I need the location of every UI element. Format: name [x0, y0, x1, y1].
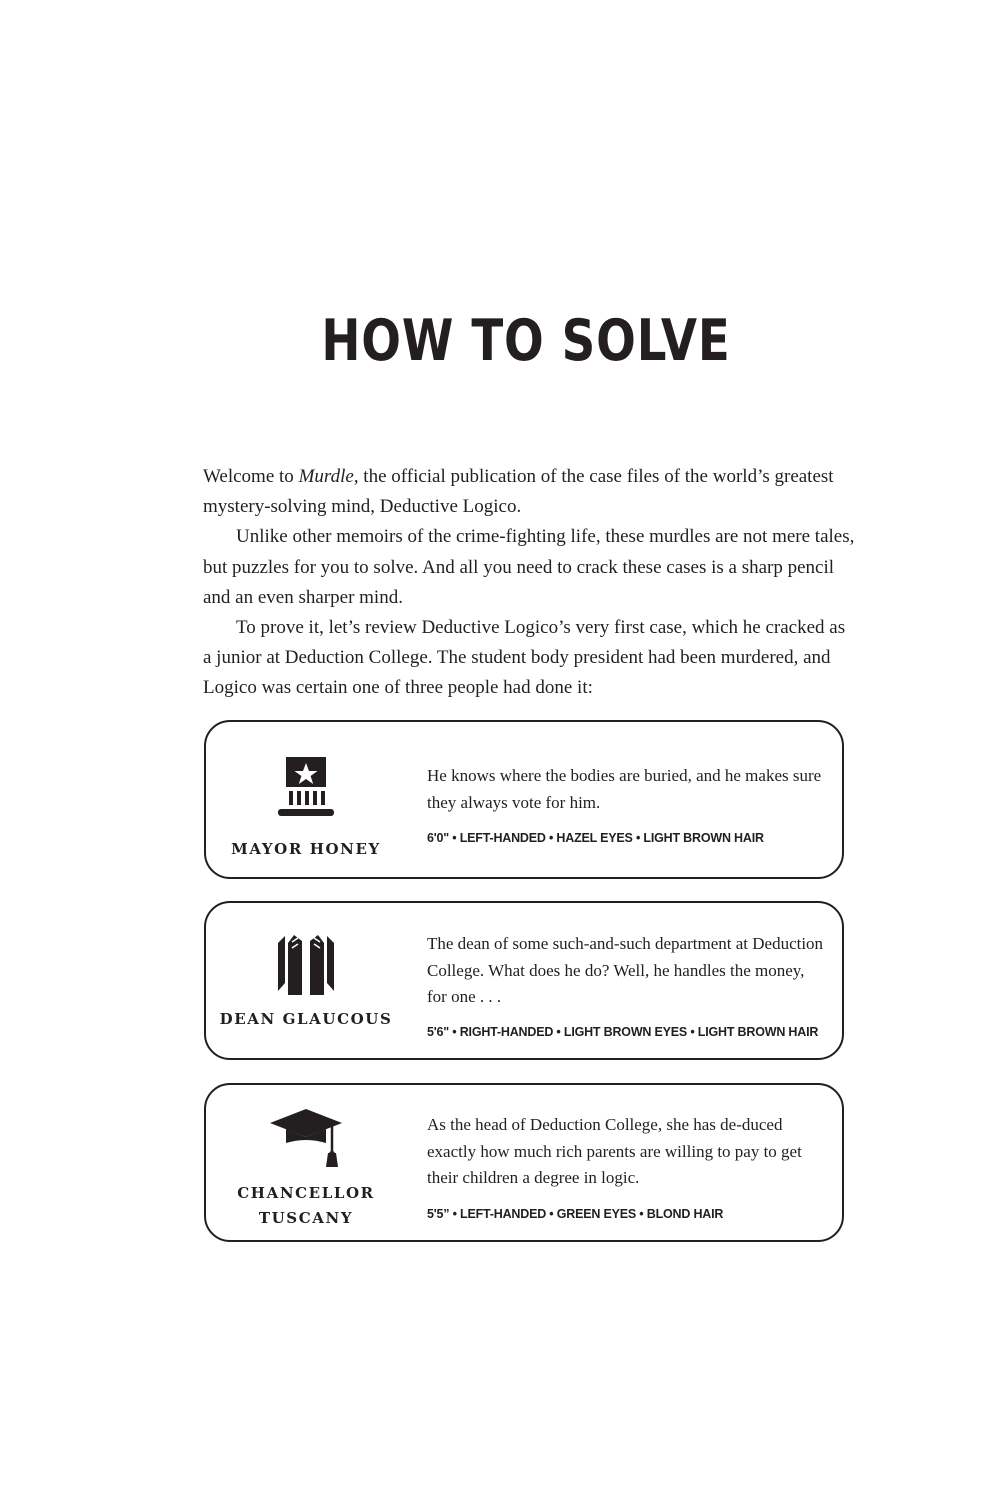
suspect-stats: 5'6" • RIGHT-HANDED • LIGHT BROWN EYES • LIGHT BROWN HAIR [427, 1025, 819, 1039]
suspect-stats: 6'0" • LEFT-HANDED • HAZEL EYES • LIGHT BROWN HAIR [427, 831, 764, 845]
suspect-name: DEAN GLAUCOUS [219, 1010, 393, 1028]
suspect-name-line-2: TUSCANY [258, 1209, 354, 1227]
suspect-stats: 5'5” • LEFT-HANDED • GREEN EYES • BLOND HAIR [427, 1207, 724, 1221]
academic-robe-icon [264, 933, 348, 999]
top-hat-star-icon [264, 757, 348, 817]
suspect-description: The dean of some such-and-such department at Deduction College. What does he do? Well, he handles the money, for one . . . [427, 934, 824, 1006]
suspect-card-chancellor-tuscany [204, 1083, 844, 1242]
suspect-description: As the head of Deduction College, she has de-duced exactly how much rich parents are willing to pay to get their children a degree in logic. [427, 1115, 802, 1187]
intro-p1-end: the official publication of the case files of the world’s greatest mystery-solving mind, Deductive Logico. [203, 466, 834, 518]
intro-p1-start: Welcome to [203, 466, 299, 487]
suspect-name-line-1: CHANCELLOR [237, 1184, 375, 1202]
book-title-italic: Murdle, [298, 466, 359, 487]
intro-paragraph-1 [203, 462, 855, 522]
suspect-card-dean-glaucous [204, 901, 844, 1060]
intro-text [203, 462, 855, 704]
graduation-cap-icon [264, 1107, 348, 1169]
suspect-description: He knows where the bodies are buried, and he makes sure they always vote for him. [427, 766, 822, 812]
suspect-card-mayor-honey [204, 720, 844, 879]
intro-paragraph-3: To prove it, let’s review Deductive Logico’s very first case, which he cracked as a junior at Deduction College. The student body president had been murdered, and Logico was certain one of three people had done it: [203, 617, 846, 699]
page-title: HOW TO SOLVE [321, 308, 731, 374]
suspect-name: MAYOR HONEY [231, 840, 381, 858]
intro-paragraph-2: Unlike other memoirs of the crime-fighting life, these murdles are not mere tales, but puzzles for you to solve. And all you need to crack these cases is a sharp pencil and an even sharper mind. [203, 526, 855, 608]
